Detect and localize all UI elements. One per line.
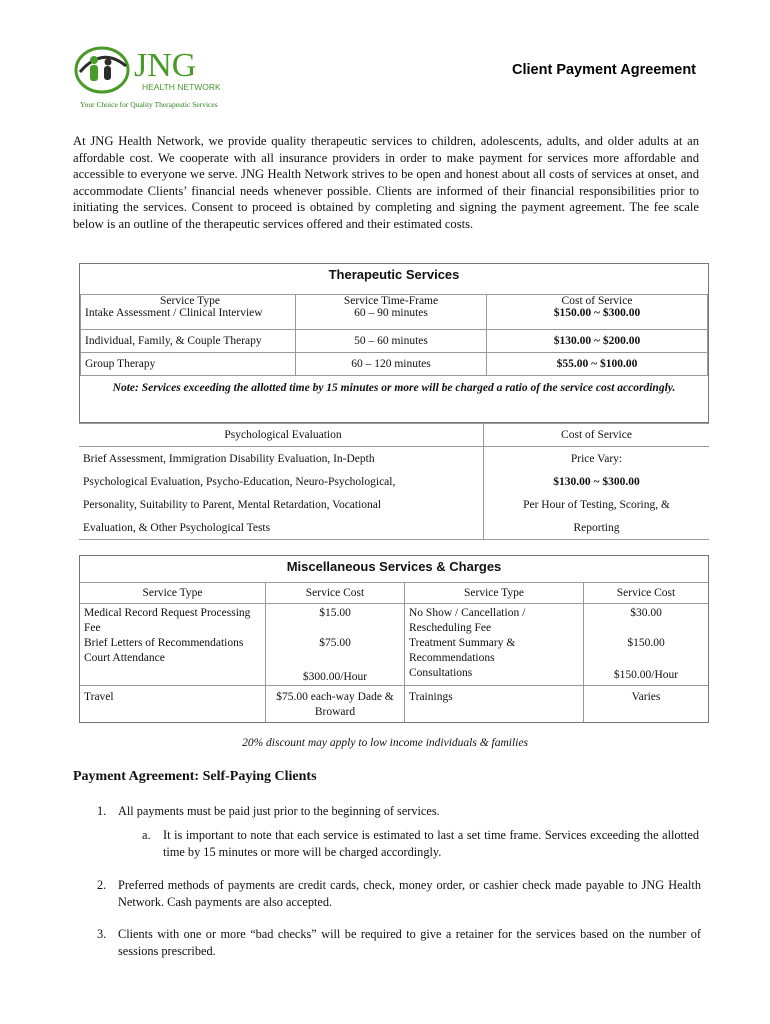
psych-text: Psychological Evaluation, Psycho-Education, Neuro-Psychological, [83, 475, 396, 488]
table-row [80, 604, 708, 686]
service-cost: $55.00 ~ $100.00 [487, 353, 708, 376]
psych-text: Evaluation, & Other Psychological Tests [79, 516, 484, 540]
misc-type: Treatment Summary & Recommendations [409, 637, 516, 664]
misc-services-box [79, 555, 709, 723]
table-cell [81, 295, 296, 330]
misc-header: Service Cost [266, 583, 405, 604]
misc-type: Consultations [409, 667, 473, 679]
discount-note: 20% discount may apply to low income individuals & families [242, 737, 528, 749]
table-row [79, 470, 709, 493]
misc-header: Service Type [405, 583, 584, 604]
logo-tagline: Your Choice for Quality Therapeutic Services [80, 100, 218, 109]
table-row [80, 686, 708, 723]
table-cell [405, 604, 584, 686]
table-row [79, 447, 709, 471]
list-item: All payments must be paid just prior to the beginning of services. [118, 804, 440, 818]
list-item: Clients with one or more “bad checks” will be required to give a retainer for the services based on the number of sessions prescribed. [118, 927, 701, 958]
misc-cost: $75.00 [319, 637, 351, 649]
table-row [80, 583, 708, 604]
list-number: a. [142, 828, 151, 842]
logo-subbrand: HEALTH NETWORK [142, 82, 221, 92]
misc-services-table [80, 583, 708, 722]
service-cost: $130.00 ~ $200.00 [487, 330, 708, 353]
misc-header: Service Type [80, 583, 266, 604]
table-row [79, 516, 709, 540]
service-time: 60 – 90 minutes [354, 307, 428, 319]
therapeutic-note: Note: Services exceeding the allotted time by 15 minutes or more will be charged a ratio of the service cost accordingly. [112, 382, 676, 394]
psych-cost: Price Vary: [484, 447, 710, 471]
misc-type: Travel [80, 686, 266, 723]
misc-cost: $30.00 [630, 607, 662, 619]
table-row [79, 424, 709, 447]
therapeutic-services-box [79, 263, 709, 423]
table-cell [487, 295, 708, 330]
agreement-title: Payment Agreement: Self-Paying Clients [73, 769, 317, 784]
header-time-frame: Service Time-Frame [343, 295, 439, 307]
misc-services-title: Miscellaneous Services & Charges [80, 556, 708, 583]
document-title: Client Payment Agreement [512, 62, 696, 78]
therapeutic-services-table [80, 294, 708, 376]
misc-cost: $150.00/Hour [613, 669, 679, 681]
psych-evaluation-table [79, 423, 709, 540]
table-cell [584, 604, 709, 686]
intro-paragraph: At JNG Health Network, we provide quality therapeutic services to children, adolescents, adults, and older adults at an affordable cost. We cooperate with all insurance providers in order to make payment for services more affordable and accessible to everyone we serve. JNG Health Network strives to be open and honest about all costs of services at onset, and accommodate Clients’ financial needs whenever possible. Clients are informed of their financial responsibilities prior to initiating the services. Consent to proceed is obtained by completing and signing the payment agreement. The fee scale below is an outline of the therapeutic services offered and their estimated costs. [73, 134, 699, 231]
psych-cost-header: Cost of Service [484, 424, 710, 447]
therapeutic-services-title: Therapeutic Services [328, 267, 460, 282]
psych-text: Personality, Suitability to Parent, Mental Retardation, Vocational [83, 498, 382, 511]
psych-cost: Per Hour of Testing, Scoring, & [484, 493, 710, 516]
psych-cost: $130.00 ~ $300.00 [484, 470, 710, 493]
psych-header: Psychological Evaluation [79, 424, 484, 447]
misc-type: Court Attendance [84, 652, 165, 664]
table-cell [296, 295, 487, 330]
service-cost: $150.00 ~ $300.00 [553, 307, 641, 319]
misc-cost: $75.00 each-way Dade & Broward [266, 686, 405, 723]
service-type: Group Therapy [81, 353, 296, 376]
service-time: 50 – 60 minutes [296, 330, 487, 353]
table-row [81, 353, 708, 376]
service-type: Intake Assessment / Clinical Interview [85, 307, 263, 319]
table-row [81, 295, 708, 330]
misc-cost: Varies [584, 686, 709, 723]
misc-cost: $150.00 [627, 637, 665, 649]
table-cell [80, 604, 266, 686]
list-number: 3. [97, 927, 107, 941]
table-row [81, 330, 708, 353]
list-number: 2. [97, 878, 107, 892]
misc-cost: $15.00 [319, 607, 351, 619]
header-cost: Cost of Service [561, 295, 633, 307]
misc-type: Trainings [405, 686, 584, 723]
misc-type: Medical Record Request Processing Fee [84, 607, 251, 634]
list-item: It is important to note that each service is estimated to last a set time frame. Services exceeding the allotted time by 15 minutes or more will be charged accordingly. [163, 828, 699, 859]
psych-cost: Reporting [484, 516, 710, 540]
psych-text: Brief Assessment, Immigration Disability Evaluation, In-Depth [83, 452, 375, 465]
misc-type: No Show / Cancellation / Rescheduling Fee [409, 607, 526, 634]
list-item: Preferred methods of payments are credit cards, check, money order, or cashier check made payable to JNG Health Network. Cash payments are also accepted. [118, 878, 701, 909]
table-row [79, 493, 709, 516]
misc-header: Service Cost [584, 583, 709, 604]
misc-type: Brief Letters of Recommendations [84, 637, 244, 649]
table-cell [266, 604, 405, 686]
misc-cost: $300.00/Hour [302, 671, 368, 683]
service-time: 60 – 120 minutes [296, 353, 487, 376]
header-service-type: Service Type [160, 295, 220, 307]
service-type: Individual, Family, & Couple Therapy [81, 330, 296, 353]
logo-brand: JNG [134, 47, 197, 84]
list-number: 1. [97, 804, 107, 818]
